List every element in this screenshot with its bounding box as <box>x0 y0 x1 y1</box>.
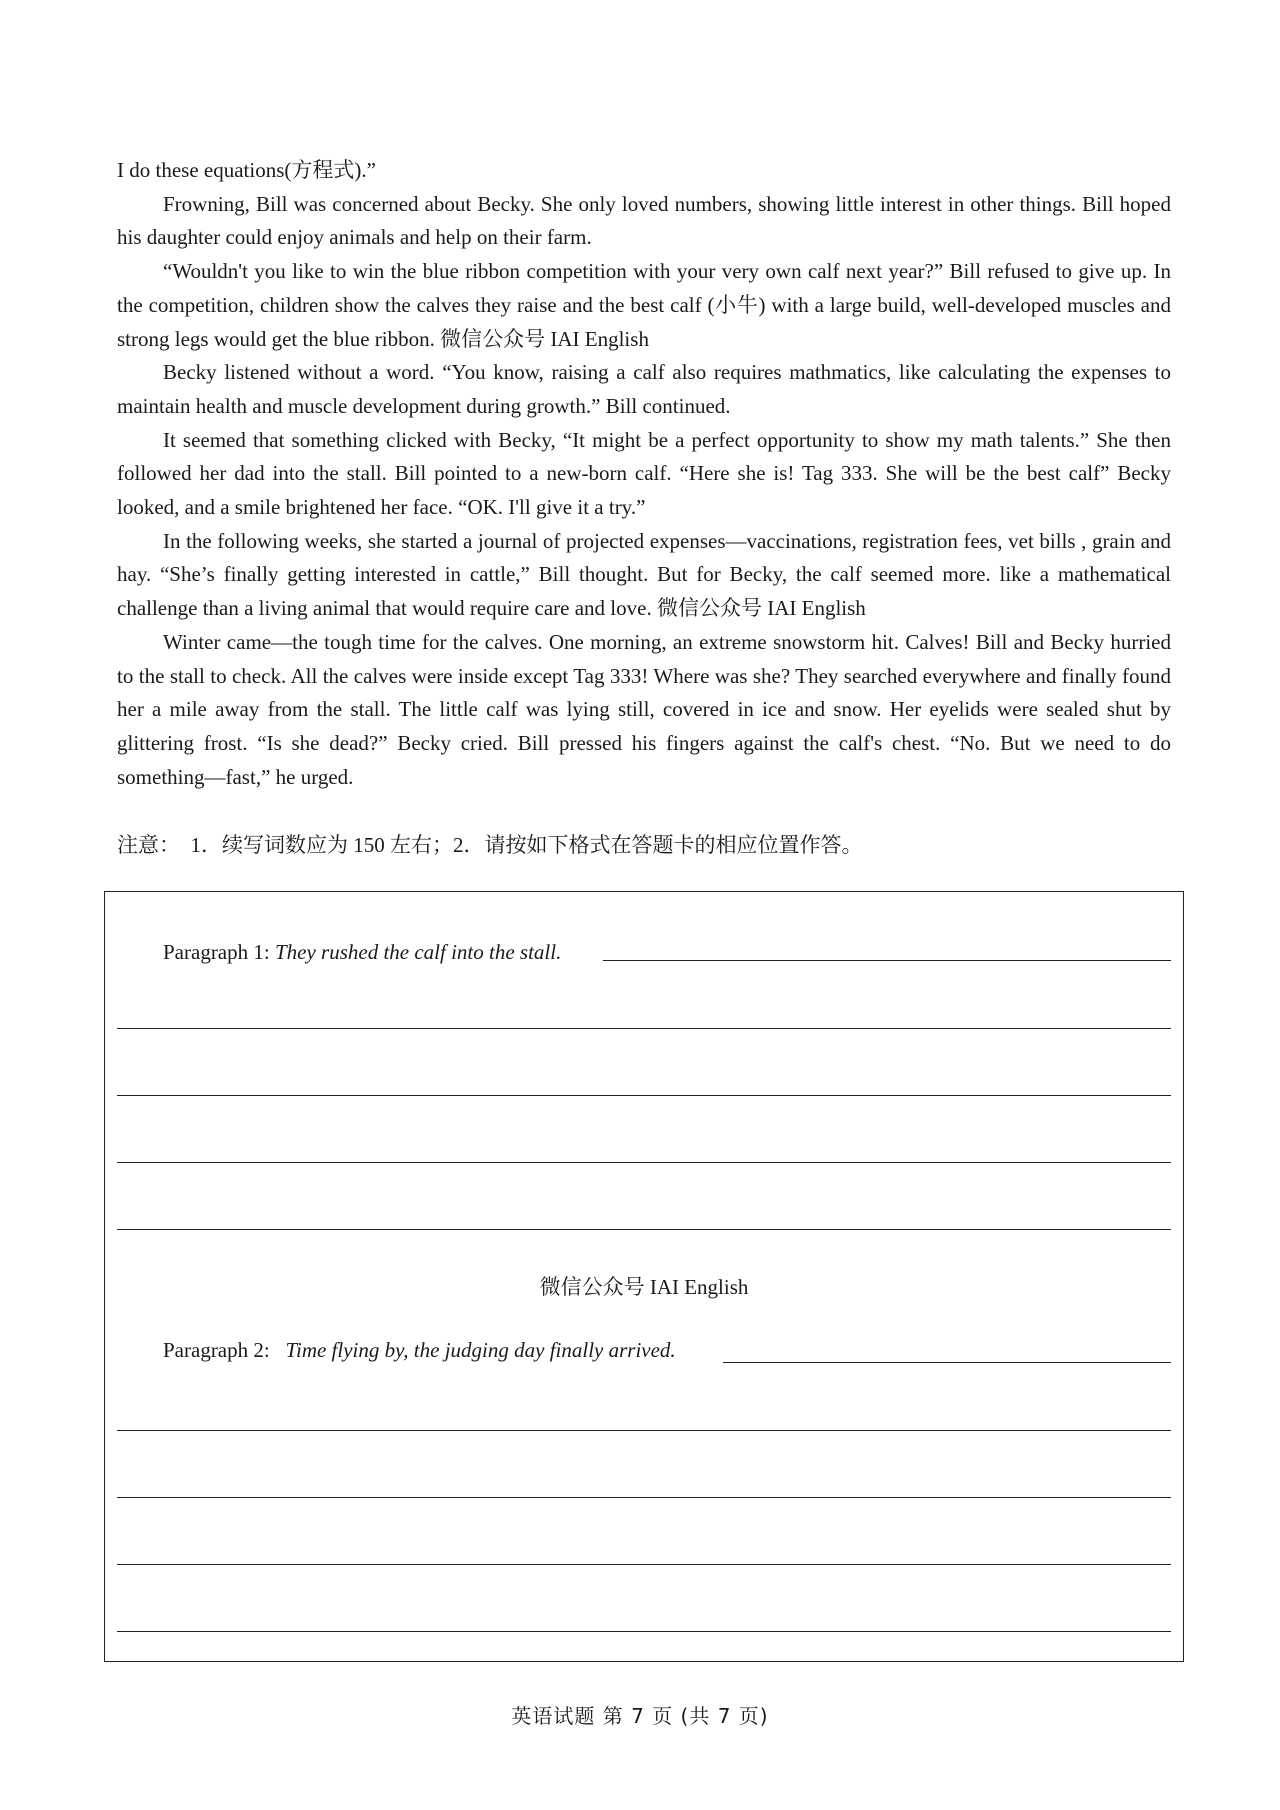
answer-box <box>104 891 1184 1662</box>
answer-line[interactable] <box>117 1162 1171 1163</box>
writing-instructions: 注意： 1．续写词数应为 150 左右；2．请按如下格式在答题卡的相应位置作答。 <box>117 833 863 857</box>
passage-paragraph: “Wouldn't you like to win the blue ribbon competition with your very own calf next year?” Bill refused to give up. In the competition, children show the calves they raise and the best calf (小牛) with a large build, well-developed muscles and strong legs would get the blue ribbon. 微信公众号 IAI English <box>117 259 1171 351</box>
reading-passage <box>117 154 1171 794</box>
answer-line[interactable] <box>117 1028 1171 1029</box>
paragraph-2-label: Paragraph 2: <box>163 1338 286 1362</box>
paragraph-1-opening-sentence: They rushed the calf into the stall. <box>274 940 562 964</box>
passage-paragraph: Winter came—the tough time for the calves. One morning, an extreme snowstorm hit. Calves! Bill and Becky hurried to the stall to check. All the calves were inside except Tag 333! Where was she? They searched everywhere and finally found her a mile away from the stall. The little calf was lying still, covered in ice and snow. Her eyelids were sealed shut by glittering frost. “Is she dead?” Becky cried. Bill pressed his fingers against the calf's chest. “No. But we need to do something—fast,” he urged. <box>117 629 1171 789</box>
answer-line[interactable] <box>117 1430 1171 1431</box>
paragraph-2-prompt <box>163 1338 676 1363</box>
passage-paragraph: Becky listened without a word. “You know, raising a calf also requires mathmatics, like calculating the expenses to maintain health and muscle development during growth.” Bill continued. <box>117 360 1171 418</box>
passage-paragraph: In the following weeks, she started a journal of projected expenses—vaccinations, registration fees, vet bills , grain and hay. “She’s finally getting interested in cattle,” Bill thought. But for Becky, the calf seemed more. like a mathematical challenge than a living animal that would require care and love. 微信公众号 IAI English <box>117 528 1171 621</box>
paragraph-1-prompt <box>163 940 561 965</box>
watermark-text: 微信公众号 IAI English <box>539 1275 749 1299</box>
answer-line[interactable] <box>117 1631 1171 1632</box>
passage-paragraph: I do these equations(方程式).” <box>117 158 376 182</box>
answer-line[interactable] <box>603 960 1171 961</box>
answer-line[interactable] <box>117 1497 1171 1498</box>
answer-line[interactable] <box>117 1564 1171 1565</box>
answer-line[interactable] <box>117 1095 1171 1096</box>
answer-line[interactable] <box>723 1362 1171 1363</box>
paragraph-2-opening-sentence: Time flying by, the judging day finally arrived. <box>285 1338 676 1362</box>
paragraph-1-label: Paragraph 1: <box>163 940 275 964</box>
page-footer: 英语试题 第 7 页 (共 7 页) <box>511 1704 769 1728</box>
passage-paragraph: It seemed that something clicked with Becky, “It might be a perfect opportunity to show my math talents.” She then followed her dad into the stall. Bill pointed to a new-born calf. “Here she is! Tag 333. She will be the best calf” Becky looked, and a smile brightened her face. “OK. I'll give it a try.” <box>117 427 1171 520</box>
answer-line[interactable] <box>117 1229 1171 1230</box>
passage-paragraph: Frowning, Bill was concerned about Becky. She only loved numbers, showing little interest in other things. Bill hoped his daughter could enjoy animals and help on their farm. <box>117 191 1171 250</box>
